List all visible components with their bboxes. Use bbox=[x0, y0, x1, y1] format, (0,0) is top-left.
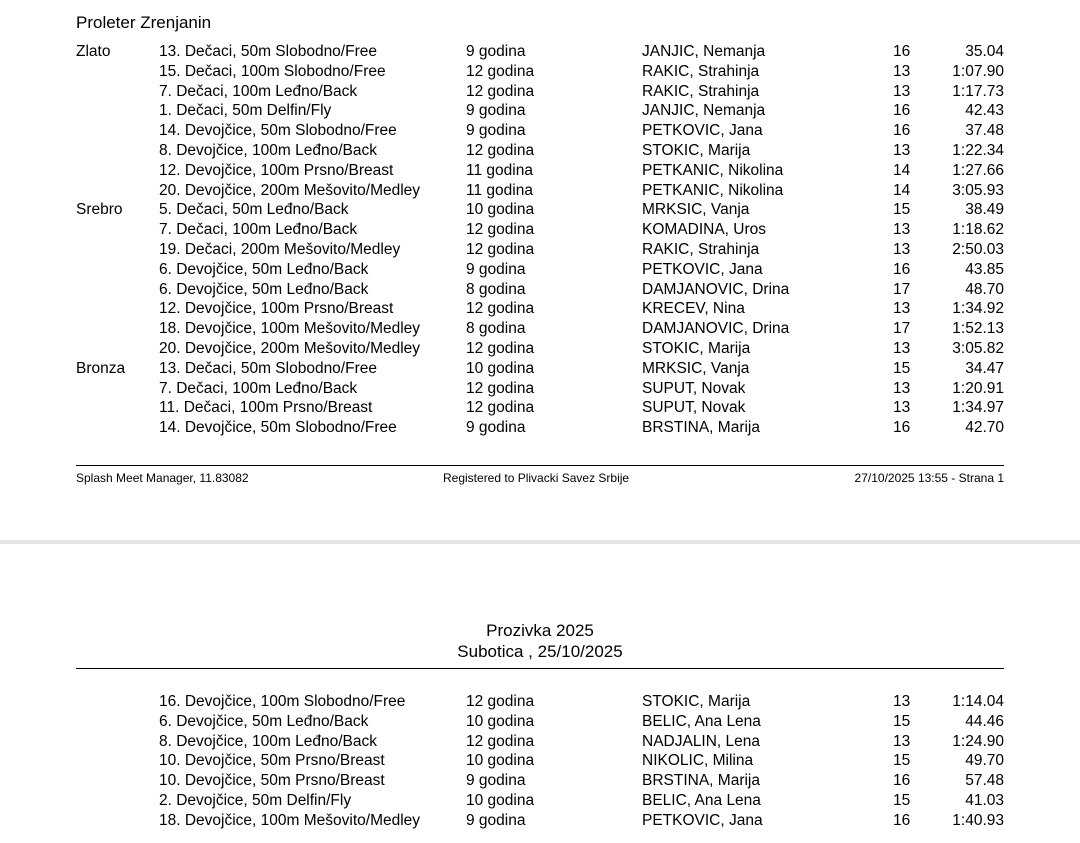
event-name: 15. Dečaci, 100m Slobodno/Free bbox=[159, 62, 386, 80]
birth-year: 13 bbox=[893, 82, 911, 100]
event-name: 6. Devojčice, 50m Leđno/Back bbox=[159, 260, 369, 278]
result-row bbox=[0, 161, 1080, 181]
birth-year: 15 bbox=[893, 201, 911, 219]
birth-year: 16 bbox=[893, 772, 911, 790]
birth-year: 15 bbox=[893, 359, 911, 377]
birth-year: 16 bbox=[893, 260, 911, 278]
swimmer-name: JANJIC, Nemanja bbox=[642, 43, 766, 60]
birth-year: 14 bbox=[893, 161, 911, 179]
result-row bbox=[0, 771, 1080, 791]
result-time: 1:18.62 bbox=[952, 221, 1004, 239]
header-divider bbox=[76, 668, 1004, 669]
result-row bbox=[0, 220, 1080, 240]
page-break bbox=[0, 540, 1080, 544]
age-group: 9 godina bbox=[466, 811, 526, 829]
page2-header bbox=[76, 620, 1004, 662]
event-name: 7. Dečaci, 100m Leđno/Back bbox=[159, 82, 358, 100]
event-name: 14. Devojčice, 50m Slobodno/Free bbox=[159, 122, 397, 140]
event-name: 14. Devojčice, 50m Slobodno/Free bbox=[159, 419, 397, 437]
result-time: 41.03 bbox=[965, 791, 1004, 809]
result-row bbox=[0, 101, 1080, 121]
result-time: 1:07.90 bbox=[952, 62, 1004, 80]
result-time: 2:50.03 bbox=[952, 240, 1004, 258]
age-group: 9 godina bbox=[466, 419, 526, 437]
result-time: 1:24.90 bbox=[952, 732, 1004, 750]
age-group: 10 godina bbox=[466, 712, 535, 730]
age-group: 12 godina bbox=[466, 300, 535, 318]
swimmer-name: KOMADINA, Uros bbox=[642, 221, 767, 239]
swimmer-name: KRECEV, Nina bbox=[642, 300, 745, 318]
event-name: 10. Devojčice, 50m Prsno/Breast bbox=[159, 752, 385, 770]
result-row bbox=[0, 299, 1080, 319]
result-time: 1:22.34 bbox=[952, 141, 1004, 159]
result-row bbox=[0, 712, 1080, 732]
birth-year: 17 bbox=[893, 320, 911, 338]
swimmer-name: STOKIC, Marija bbox=[642, 141, 751, 159]
event-name: 7. Dečaci, 100m Leđno/Back bbox=[159, 379, 358, 397]
footer-divider bbox=[76, 465, 1004, 466]
meet-title: Prozivka 2025 bbox=[486, 621, 594, 640]
age-group: 11 godina bbox=[466, 161, 533, 179]
event-name: 6. Devojčice, 50m Leđno/Back bbox=[159, 280, 369, 298]
birth-year: 15 bbox=[893, 752, 911, 770]
event-name: 18. Devojčice, 100m Mešovito/Medley bbox=[159, 320, 421, 338]
age-group: 9 godina bbox=[466, 260, 526, 278]
swimmer-name: PETKOVIC, Jana bbox=[642, 811, 763, 829]
age-group: 12 godina bbox=[466, 732, 535, 750]
swimmer-name: STOKIC, Marija bbox=[642, 339, 751, 357]
swimmer-name: BRSTINA, Marija bbox=[642, 772, 760, 790]
result-time: 42.70 bbox=[965, 419, 1004, 437]
result-time: 57.48 bbox=[965, 772, 1004, 790]
age-group: 9 godina bbox=[466, 772, 526, 790]
age-group: 10 godina bbox=[466, 791, 535, 809]
result-row bbox=[0, 751, 1080, 771]
event-name: 2. Devojčice, 50m Delfin/Fly bbox=[159, 791, 352, 809]
swimmer-name: RAKIC, Strahinja bbox=[642, 240, 760, 258]
event-name: 12. Devojčice, 100m Prsno/Breast bbox=[159, 161, 394, 179]
result-time: 3:05.93 bbox=[952, 181, 1004, 199]
swimmer-name: DAMJANOVIC, Drina bbox=[642, 320, 790, 338]
swimmer-name: MRKSIC, Vanja bbox=[642, 201, 750, 219]
event-name: 10. Devojčice, 50m Prsno/Breast bbox=[159, 772, 385, 790]
medal-label: Srebro bbox=[76, 201, 123, 219]
birth-year: 13 bbox=[893, 62, 911, 80]
swimmer-name: PETKANIC, Nikolina bbox=[642, 181, 784, 199]
result-row bbox=[0, 398, 1080, 418]
result-time: 35.04 bbox=[965, 43, 1004, 60]
result-row bbox=[0, 141, 1080, 161]
result-time: 48.70 bbox=[965, 280, 1004, 298]
birth-year: 13 bbox=[893, 693, 911, 710]
age-group: 8 godina bbox=[466, 280, 526, 298]
result-time: 38.49 bbox=[965, 201, 1004, 219]
birth-year: 16 bbox=[893, 419, 911, 437]
swimmer-name: SUPUT, Novak bbox=[642, 379, 746, 397]
result-row bbox=[0, 359, 1080, 379]
result-time: 1:20.91 bbox=[952, 379, 1004, 397]
birth-year: 14 bbox=[893, 181, 911, 199]
result-row bbox=[0, 791, 1080, 811]
swimmer-name: PETKOVIC, Jana bbox=[642, 122, 763, 140]
result-row bbox=[0, 181, 1080, 201]
swimmer-name: RAKIC, Strahinja bbox=[642, 82, 760, 100]
age-group: 10 godina bbox=[466, 359, 535, 377]
swimmer-name: BELIC, Ana Lena bbox=[642, 712, 761, 730]
event-name: 16. Devojčice, 100m Slobodno/Free bbox=[159, 693, 406, 710]
birth-year: 16 bbox=[893, 43, 911, 60]
event-name: 19. Dečaci, 200m Mešovito/Medley bbox=[159, 240, 401, 258]
age-group: 10 godina bbox=[466, 201, 535, 219]
result-row bbox=[0, 240, 1080, 260]
result-time: 49.70 bbox=[965, 752, 1004, 770]
result-row bbox=[0, 260, 1080, 280]
results-table-page1 bbox=[0, 42, 1080, 438]
result-row bbox=[0, 62, 1080, 82]
result-row bbox=[0, 732, 1080, 752]
result-row bbox=[0, 692, 1080, 712]
birth-year: 15 bbox=[893, 712, 911, 730]
event-name: 18. Devojčice, 100m Mešovito/Medley bbox=[159, 811, 421, 829]
birth-year: 17 bbox=[893, 280, 911, 298]
birth-year: 16 bbox=[893, 811, 911, 829]
footer-software: Splash Meet Manager, 11.83082 bbox=[76, 471, 249, 485]
result-row bbox=[0, 319, 1080, 339]
birth-year: 13 bbox=[893, 240, 911, 258]
event-name: 13. Dečaci, 50m Slobodno/Free bbox=[159, 359, 377, 377]
birth-year: 16 bbox=[893, 102, 911, 120]
event-name: 20. Devojčice, 200m Mešovito/Medley bbox=[159, 339, 421, 357]
swimmer-name: NIKOLIC, Milina bbox=[642, 752, 754, 770]
result-time: 43.85 bbox=[965, 260, 1004, 278]
result-row bbox=[0, 280, 1080, 300]
result-row bbox=[0, 121, 1080, 141]
medal-label: Bronza bbox=[76, 359, 126, 377]
swimmer-name: NADJALIN, Lena bbox=[642, 732, 761, 750]
age-group: 9 godina bbox=[466, 43, 526, 60]
event-name: 1. Dečaci, 50m Delfin/Fly bbox=[159, 102, 332, 120]
event-name: 6. Devojčice, 50m Leđno/Back bbox=[159, 712, 369, 730]
result-row bbox=[0, 811, 1080, 831]
result-time: 3:05.82 bbox=[952, 339, 1004, 357]
swimmer-name: PETKOVIC, Jana bbox=[642, 260, 763, 278]
age-group: 12 godina bbox=[466, 82, 535, 100]
event-name: 12. Devojčice, 100m Prsno/Breast bbox=[159, 300, 394, 318]
result-time: 1:40.93 bbox=[952, 811, 1004, 829]
footer-date-page: 27/10/2025 13:55 - Strana 1 bbox=[854, 471, 1004, 485]
birth-year: 16 bbox=[893, 122, 911, 140]
result-time: 37.48 bbox=[965, 122, 1004, 140]
age-group: 12 godina bbox=[466, 221, 535, 239]
result-time: 34.47 bbox=[965, 359, 1004, 377]
age-group: 11 godina bbox=[466, 181, 533, 199]
event-name: 8. Devojčice, 100m Leđno/Back bbox=[159, 732, 377, 750]
birth-year: 13 bbox=[893, 339, 911, 357]
result-row bbox=[0, 42, 1080, 62]
age-group: 9 godina bbox=[466, 122, 526, 140]
birth-year: 13 bbox=[893, 732, 911, 750]
result-time: 42.43 bbox=[965, 102, 1004, 120]
age-group: 12 godina bbox=[466, 141, 535, 159]
medal-label: Zlato bbox=[76, 43, 111, 60]
event-name: 11. Dečaci, 100m Prsno/Breast bbox=[159, 399, 373, 417]
birth-year: 13 bbox=[893, 141, 911, 159]
swimmer-name: JANJIC, Nemanja bbox=[642, 102, 766, 120]
age-group: 12 godina bbox=[466, 240, 535, 258]
event-name: 5. Dečaci, 50m Leđno/Back bbox=[159, 201, 349, 219]
result-time: 1:34.97 bbox=[952, 399, 1004, 417]
event-name: 13. Dečaci, 50m Slobodno/Free bbox=[159, 43, 377, 60]
result-row bbox=[0, 339, 1080, 359]
result-row bbox=[0, 200, 1080, 220]
result-row bbox=[0, 82, 1080, 102]
results-table-page2 bbox=[0, 692, 1080, 831]
age-group: 9 godina bbox=[466, 102, 526, 120]
birth-year: 13 bbox=[893, 399, 911, 417]
footer-registration: Registered to Plivacki Savez Srbije bbox=[443, 471, 630, 485]
swimmer-name: BELIC, Ana Lena bbox=[642, 791, 761, 809]
result-time: 44.46 bbox=[965, 712, 1004, 730]
birth-year: 13 bbox=[893, 221, 911, 239]
result-time: 1:34.92 bbox=[952, 300, 1004, 318]
swimmer-name: PETKANIC, Nikolina bbox=[642, 161, 784, 179]
result-time: 1:52.13 bbox=[952, 320, 1004, 338]
age-group: 10 godina bbox=[466, 752, 535, 770]
birth-year: 13 bbox=[893, 300, 911, 318]
swimmer-name: SUPUT, Novak bbox=[642, 399, 746, 417]
event-name: 20. Devojčice, 200m Mešovito/Medley bbox=[159, 181, 421, 199]
result-time: 1:17.73 bbox=[952, 82, 1004, 100]
event-name: 8. Devojčice, 100m Leđno/Back bbox=[159, 141, 377, 159]
swimmer-name: BRSTINA, Marija bbox=[642, 419, 760, 437]
meet-location-date: Subotica , 25/10/2025 bbox=[457, 642, 623, 661]
age-group: 12 godina bbox=[466, 62, 535, 80]
result-time: 1:27.66 bbox=[952, 161, 1004, 179]
swimmer-name: STOKIC, Marija bbox=[642, 693, 751, 710]
birth-year: 15 bbox=[893, 791, 911, 809]
result-time: 1:14.04 bbox=[952, 693, 1004, 710]
age-group: 12 godina bbox=[466, 693, 535, 710]
result-row bbox=[0, 379, 1080, 399]
age-group: 8 godina bbox=[466, 320, 526, 338]
swimmer-name: DAMJANOVIC, Drina bbox=[642, 280, 790, 298]
swimmer-name: MRKSIC, Vanja bbox=[642, 359, 750, 377]
club-title: Proleter Zrenjanin bbox=[76, 13, 212, 32]
age-group: 12 godina bbox=[466, 339, 535, 357]
event-name: 7. Dečaci, 100m Leđno/Back bbox=[159, 221, 358, 239]
age-group: 12 godina bbox=[466, 399, 535, 417]
result-row bbox=[0, 418, 1080, 438]
swimmer-name: RAKIC, Strahinja bbox=[642, 62, 760, 80]
birth-year: 13 bbox=[893, 379, 911, 397]
age-group: 12 godina bbox=[466, 379, 535, 397]
